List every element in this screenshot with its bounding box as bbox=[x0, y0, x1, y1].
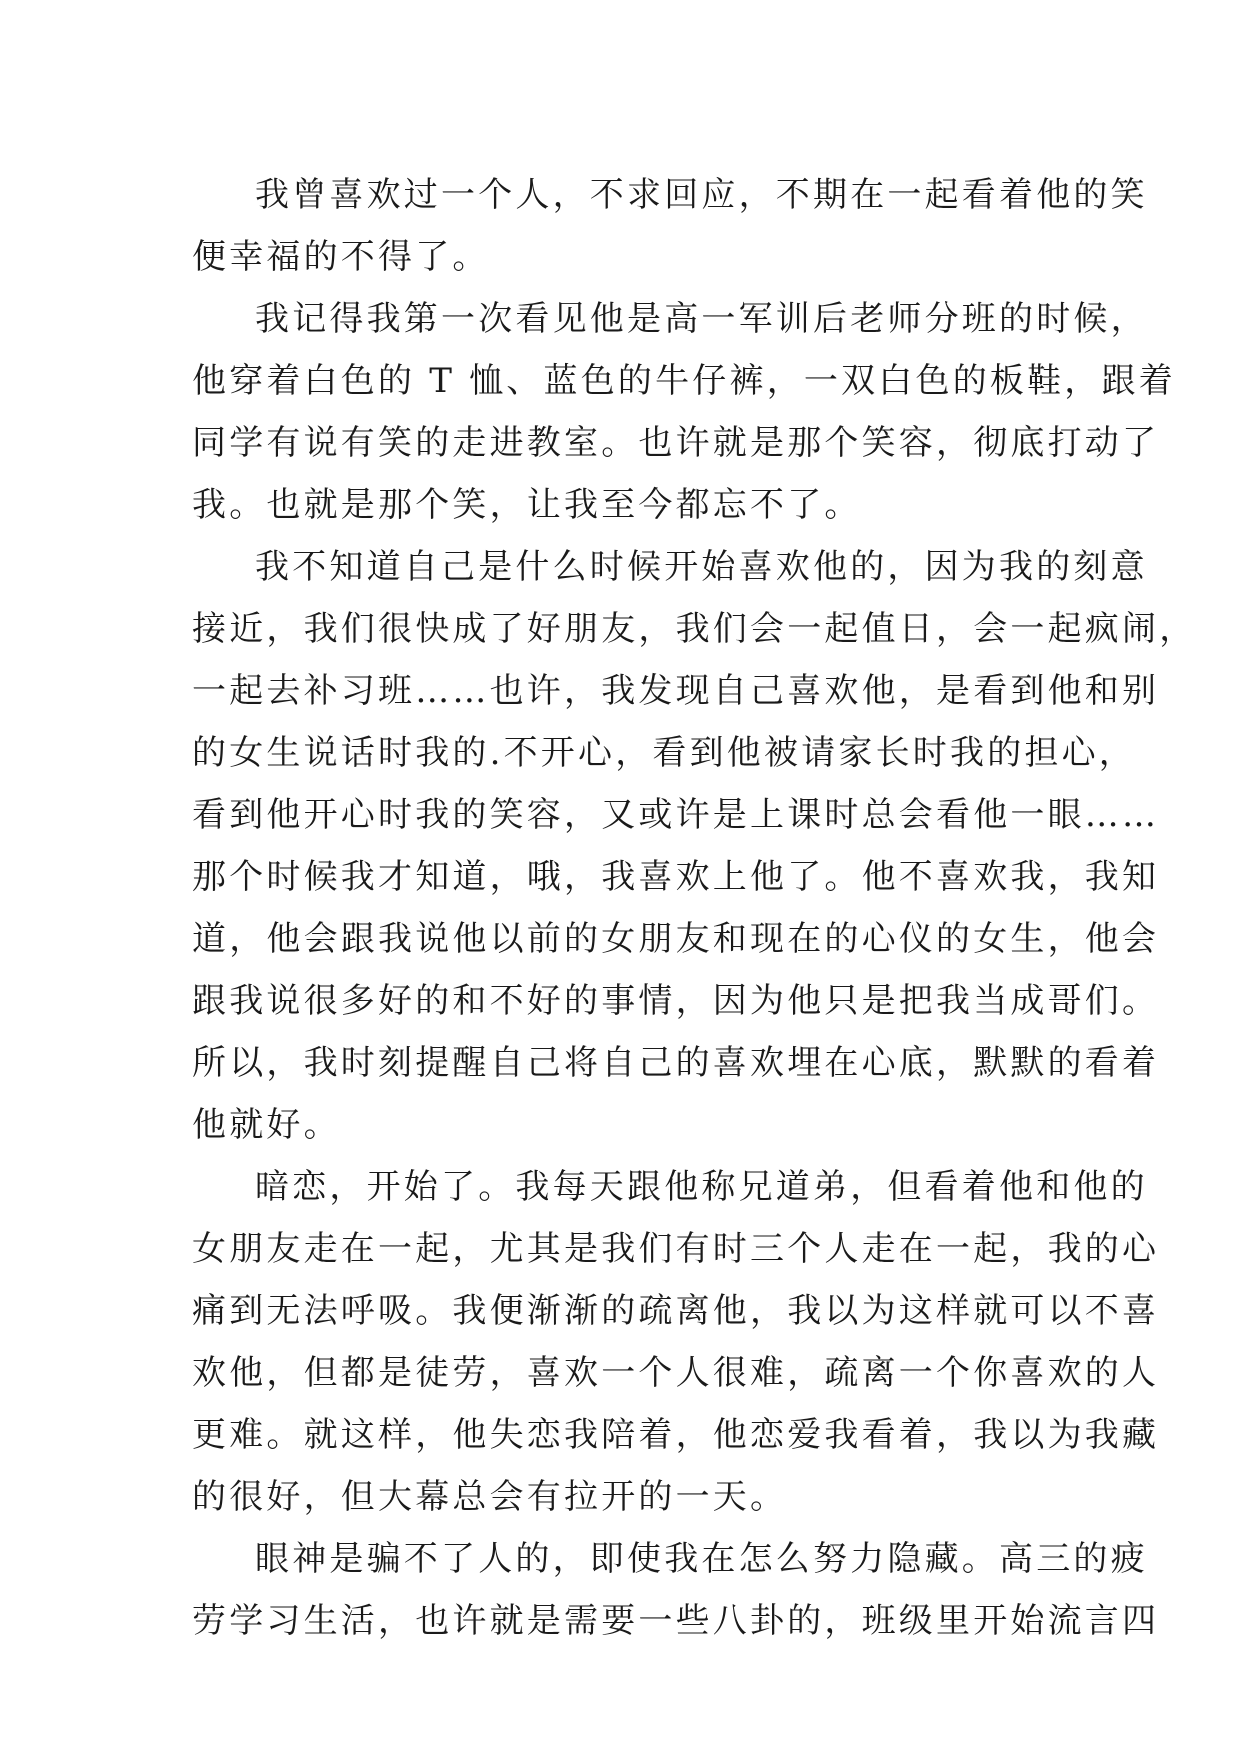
text-line: 女朋友走在一起，尤其是我们有时三个人走在一起，我的心 bbox=[192, 1229, 1160, 1269]
text-line: 同学有说有笑的走进教室。也许就是那个笑容，彻底打动了 bbox=[192, 423, 1160, 463]
text-line: 道，他会跟我说他以前的女朋友和现在的心仪的女生，他会 bbox=[192, 919, 1160, 959]
text-line: 暗恋，开始了。我每天跟他称兄道弟，但看着他和他的 bbox=[255, 1167, 1148, 1207]
text-line: 的女生说话时我的.不开心，看到他被请家长时我的担心， bbox=[192, 733, 1137, 773]
text-line: 我。也就是那个笑，让我至今都忘不了。 bbox=[192, 485, 862, 525]
text-line: 痛到无法呼吸。我便渐渐的疏离他，我以为这样就可以不喜 bbox=[192, 1291, 1160, 1331]
text-line: 一起去补习班……也许，我发现自己喜欢他，是看到他和别 bbox=[192, 671, 1160, 711]
text-line: 的很好，但大幕总会有拉开的一天。 bbox=[192, 1477, 788, 1517]
text-line: 我不知道自己是什么时候开始喜欢他的，因为我的刻意 bbox=[255, 547, 1148, 587]
text-line: 他就好。 bbox=[192, 1105, 341, 1145]
text-line: 接近，我们很快成了好朋友，我们会一起值日，会一起疯闹， bbox=[192, 609, 1197, 649]
text-line: 所以，我时刻提醒自己将自己的喜欢埋在心底，默默的看着 bbox=[192, 1043, 1160, 1083]
text-line: 劳学习生活，也许就是需要一些八卦的，班级里开始流言四 bbox=[192, 1601, 1160, 1641]
text-line: 跟我说很多好的和不好的事情，因为他只是把我当成哥们。 bbox=[192, 981, 1160, 1021]
text-line: 看到他开心时我的笑容，又或许是上课时总会看他一眼…… bbox=[192, 795, 1160, 835]
paragraph-3 bbox=[192, 536, 1197, 1156]
text-line: 那个时候我才知道，哦，我喜欢上他了。他不喜欢我，我知 bbox=[192, 857, 1160, 897]
text-line: 更难。就这样，他失恋我陪着，他恋爱我看着，我以为我藏 bbox=[192, 1415, 1160, 1455]
text-line: 我记得我第一次看见他是高一军训后老师分班的时候， bbox=[255, 299, 1148, 339]
text-line: 便幸福的不得了。 bbox=[192, 237, 490, 277]
text-line: 眼神是骗不了人的，即使我在怎么努力隐藏。高三的疲 bbox=[255, 1539, 1148, 1579]
text-line: 他穿着白色的 T 恤、蓝色的牛仔裤，一双白色的板鞋，跟着 bbox=[192, 361, 1176, 401]
paragraph-2 bbox=[192, 288, 1176, 536]
paragraph-4 bbox=[192, 1156, 1160, 1528]
paragraph-1 bbox=[192, 164, 1148, 288]
document-body bbox=[192, 164, 1197, 1652]
paragraph-5 bbox=[192, 1528, 1160, 1652]
text-line: 我曾喜欢过一个人，不求回应，不期在一起看着他的笑 bbox=[255, 175, 1148, 215]
text-line: 欢他，但都是徒劳，喜欢一个人很难，疏离一个你喜欢的人 bbox=[192, 1353, 1160, 1393]
